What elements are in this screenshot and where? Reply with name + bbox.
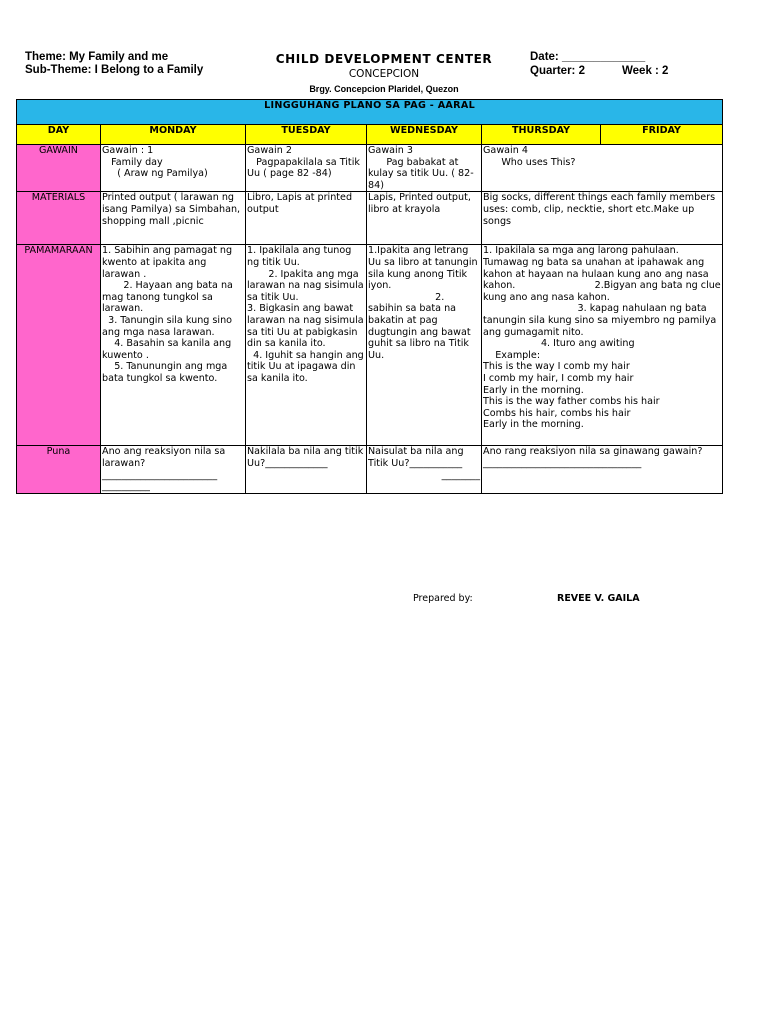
gawain-label: GAWAIN — [17, 145, 101, 192]
puna-tuesday: Nakilala ba nila ang titik Uu?_____________ — [246, 446, 367, 494]
pamamaraan-thursday: 1. Ipakilala sa mga ang larong pahulaan. Tumawag ng bata sa unahan at ipahawak ang kahon at hayaan na hulaan kung ano ang nasa kahon. 2.Bigyan ang bata ng clue kung ano ang nasa kahon. 3. kapag nahulaan ng bata tanungin sila kung sino sa miyembro ng pamilya ang gumagamit nito. 4. Ituro ang awiting Example: This is the way I comb my hair I comb my hair, I comb my hair Early in the morning. This is the way father combs his hair Combs his hair, combs his hair Early in the morning. — [482, 245, 723, 446]
pamamaraan-monday: 1. Sabihin ang pamagat ng kwento at ipakita ang larawan . 2. Hayaan ang bata na mag tanong tungkol sa larawan. 3. Tanungin sila kung sino ang mga nasa larawan. 4. Basahin sa kanila ang kuwento . 5. Tanunungin ang mga bata tungkol sa kwento. — [101, 245, 246, 446]
gawain-row — [17, 145, 723, 192]
gawain-wednesday: Gawain 3 Pag babakat at kulay sa titik Uu. ( 82-84) — [367, 145, 482, 192]
materials-thursday: Big socks, different things each family members uses: comb, clip, necktie, short etc.Make up songs — [482, 192, 723, 245]
puna-thursday-line: _________________________________ — [483, 457, 642, 469]
gawain-thursday: Gawain 4 Who uses This? — [482, 145, 723, 192]
materials-label: MATERIALS — [17, 192, 101, 245]
materials-monday: Printed output ( larawan ng isang Pamilya) sa Simbahan, shopping mall ,picnic — [101, 192, 246, 245]
thursday-header: THURSDAY — [482, 125, 601, 145]
wednesday-header: WEDNESDAY — [367, 125, 482, 145]
puna-wednesday — [367, 446, 482, 494]
pamamaraan-wednesday: 1.Ipakita ang letrang Uu sa libro at tanungin sila kung anong Titik iyon. 2. sabihin sa bata na bakatin at pag dugtungin ang bawat guhit sa libro na Titik Uu. — [367, 245, 482, 446]
preparer-name: REVEE V. GAILA — [557, 593, 640, 604]
gawain-tuesday: Gawain 2 Pagpapakilala sa Titik Uu ( page 82 -84) — [246, 145, 367, 192]
theme-label: Theme: My Family and me — [25, 51, 169, 63]
tuesday-header: TUESDAY — [246, 125, 367, 145]
center-title: CHILD DEVELOPMENT CENTER — [275, 52, 493, 66]
date-field: Date: _____________ — [530, 51, 646, 63]
puna-wednesday-line: ________ — [441, 469, 480, 481]
quarter-label: Quarter: 2 — [530, 65, 585, 77]
pamamaraan-tuesday: 1. Ipakilala ang tunog ng titik Uu. 2. Ipakita ang mga larawan na nag sisimula sa titik Uu. 3. Bigkasin ang bawat larawan na nag sisimula sa titi Uu at pabigkasin din sa kanila ito. 4. Iguhit sa hangin ang titik Uu at ipagawa din sa kanila ito. — [246, 245, 367, 446]
puna-monday-text: Ano ang reaksiyon nila sa larawan? — [102, 446, 226, 469]
monday-header: MONDAY — [101, 125, 246, 145]
materials-tuesday: Libro, Lapis at printed output — [246, 192, 367, 245]
friday-header: FRIDAY — [601, 125, 723, 145]
gawain-monday: Gawain : 1 Family day ( Araw ng Pamilya) — [101, 145, 246, 192]
puna-thursday-text: Ano rang reaksiyon nila sa ginawang gawain? — [483, 446, 703, 458]
puna-monday-line2: __________ — [102, 481, 150, 493]
materials-wednesday: Lapis, Printed output, libro at krayola — [367, 192, 482, 245]
lesson-plan-table — [16, 99, 723, 494]
center-address: Brgy. Concepcion Plaridel, Quezon — [309, 84, 459, 94]
prepared-by-label: Prepared by: — [413, 593, 473, 604]
materials-row — [17, 192, 723, 245]
day-header: DAY — [17, 125, 101, 145]
subtheme-label: Sub-Theme: I Belong to a Family — [25, 64, 204, 76]
puna-label: Puna — [17, 446, 101, 494]
pamamaraan-label: PAMAMARAAN — [17, 245, 101, 446]
center-subtitle: CONCEPCION — [348, 68, 420, 80]
week-label: Week : 2 — [622, 65, 669, 77]
table-title: LINGGUHANG PLANO SA PAG - AARAL — [17, 100, 723, 125]
puna-thursday — [482, 446, 723, 494]
puna-monday — [101, 446, 246, 494]
puna-monday-line: ________________________ — [102, 469, 218, 481]
puna-wednesday-text: Naisulat ba nila ang Titik Uu?___________ — [368, 446, 464, 469]
pamamaraan-row — [17, 245, 723, 446]
puna-row — [17, 446, 723, 494]
